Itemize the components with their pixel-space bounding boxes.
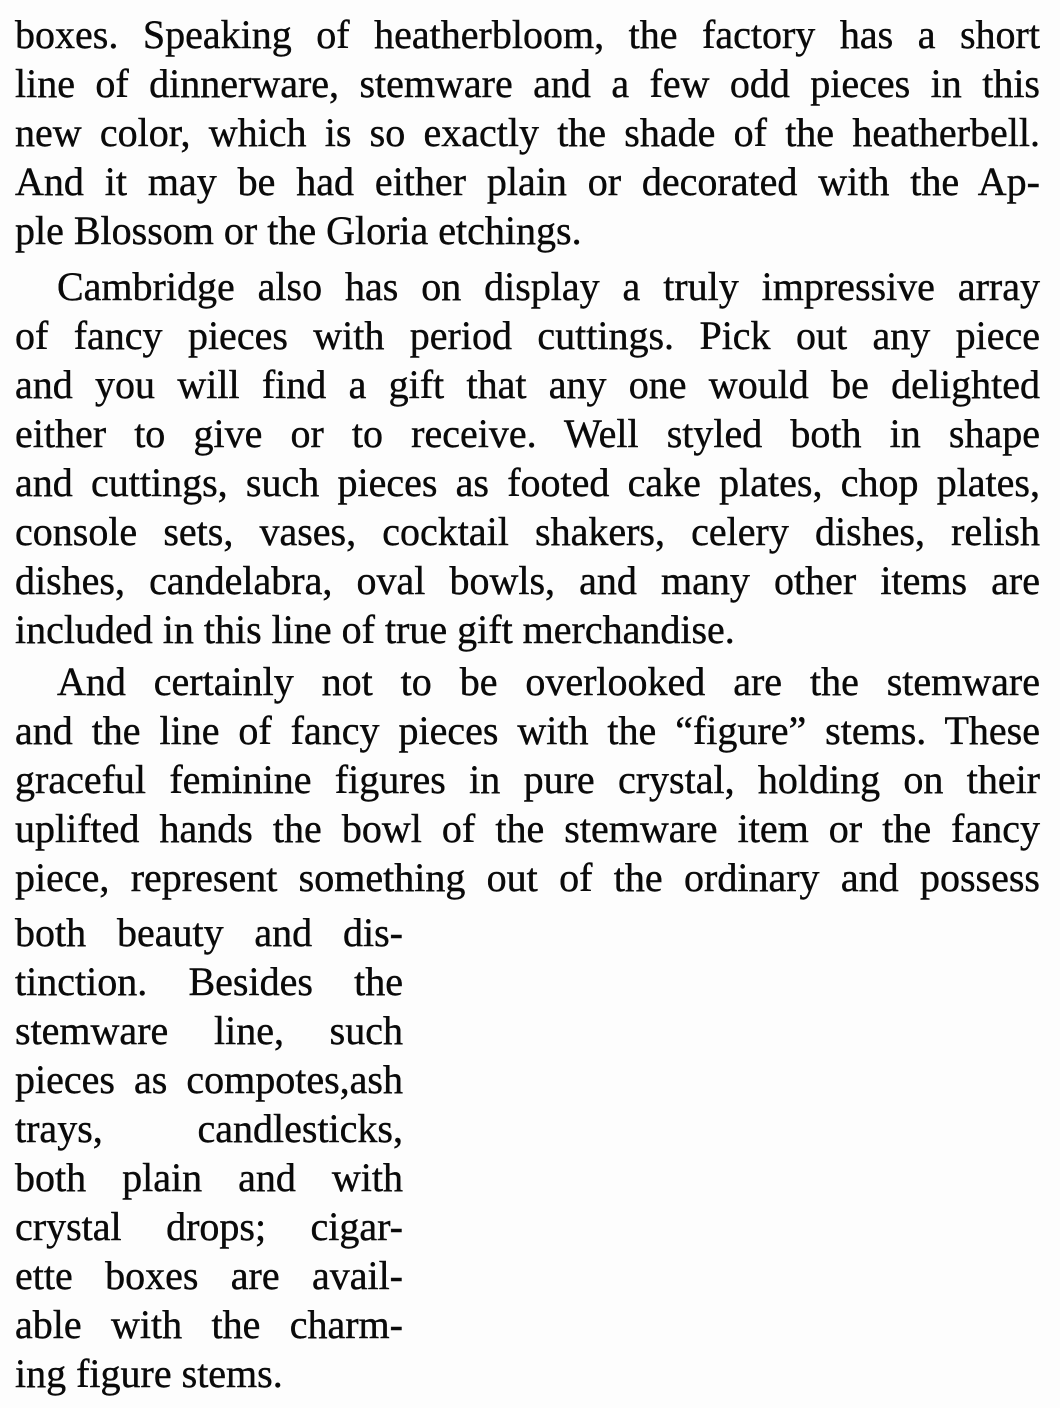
paragraph-3 bbox=[15, 657, 1040, 1398]
text-line: And certainly not to be overlooked are the stemware bbox=[57, 659, 1040, 704]
text-line: tinction. Besides the bbox=[15, 959, 403, 1004]
text-line: both beauty and dis- bbox=[15, 910, 403, 955]
text-line: pieces as compotes,ash bbox=[15, 1057, 403, 1102]
text-line: trays, candlesticks, bbox=[15, 1106, 403, 1151]
text-line: boxes. Speaking of heatherbloom, the factory has a short bbox=[15, 12, 1040, 57]
text-line: console sets, vases, cocktail shakers, celery dishes, relish bbox=[15, 509, 1040, 554]
narrow-column bbox=[15, 908, 403, 1398]
text-line: ing figure stems. bbox=[15, 1351, 283, 1396]
text-line: and the line of fancy pieces with the “figure” stems. These bbox=[15, 708, 1040, 753]
text-line: stemware line, such bbox=[15, 1008, 403, 1053]
text-line: piece, represent something out of the ordinary and possess bbox=[15, 855, 1040, 900]
text-line: and cuttings, such pieces as footed cake plates, chop plates, bbox=[15, 460, 1040, 505]
text-line: included in this line of true gift merchandise. bbox=[15, 607, 735, 652]
text-line: both plain and with bbox=[15, 1155, 403, 1200]
text-line: able with the charm- bbox=[15, 1302, 403, 1347]
text-line: crystal drops; cigar- bbox=[15, 1204, 403, 1249]
text-line: And it may be had either plain or decorated with the Ap- bbox=[15, 159, 1040, 204]
text-line: line of dinnerware, stemware and a few odd pieces in this bbox=[15, 61, 1040, 106]
text-line: and you will find a gift that any one would be delighted bbox=[15, 362, 1040, 407]
text-line: graceful feminine figures in pure crystal, holding on their bbox=[15, 757, 1040, 802]
paragraph-1 bbox=[15, 10, 1040, 255]
text-line: ple Blossom or the Gloria etchings. bbox=[15, 208, 582, 253]
article-body bbox=[15, 10, 1040, 1398]
text-line: dishes, candelabra, oval bowls, and many other items are bbox=[15, 558, 1040, 603]
text-line: of fancy pieces with period cuttings. Pick out any piece bbox=[15, 313, 1040, 358]
text-line: Cambridge also has on display a truly impressive array bbox=[57, 264, 1040, 309]
text-line: either to give or to receive. Well styled both in shape bbox=[15, 411, 1040, 456]
text-line: ette boxes are avail- bbox=[15, 1253, 403, 1298]
text-line: uplifted hands the bowl of the stemware item or the fancy bbox=[15, 806, 1040, 851]
paragraph-2 bbox=[15, 262, 1040, 654]
text-line: new color, which is so exactly the shade of the heatherbell. bbox=[15, 110, 1040, 155]
